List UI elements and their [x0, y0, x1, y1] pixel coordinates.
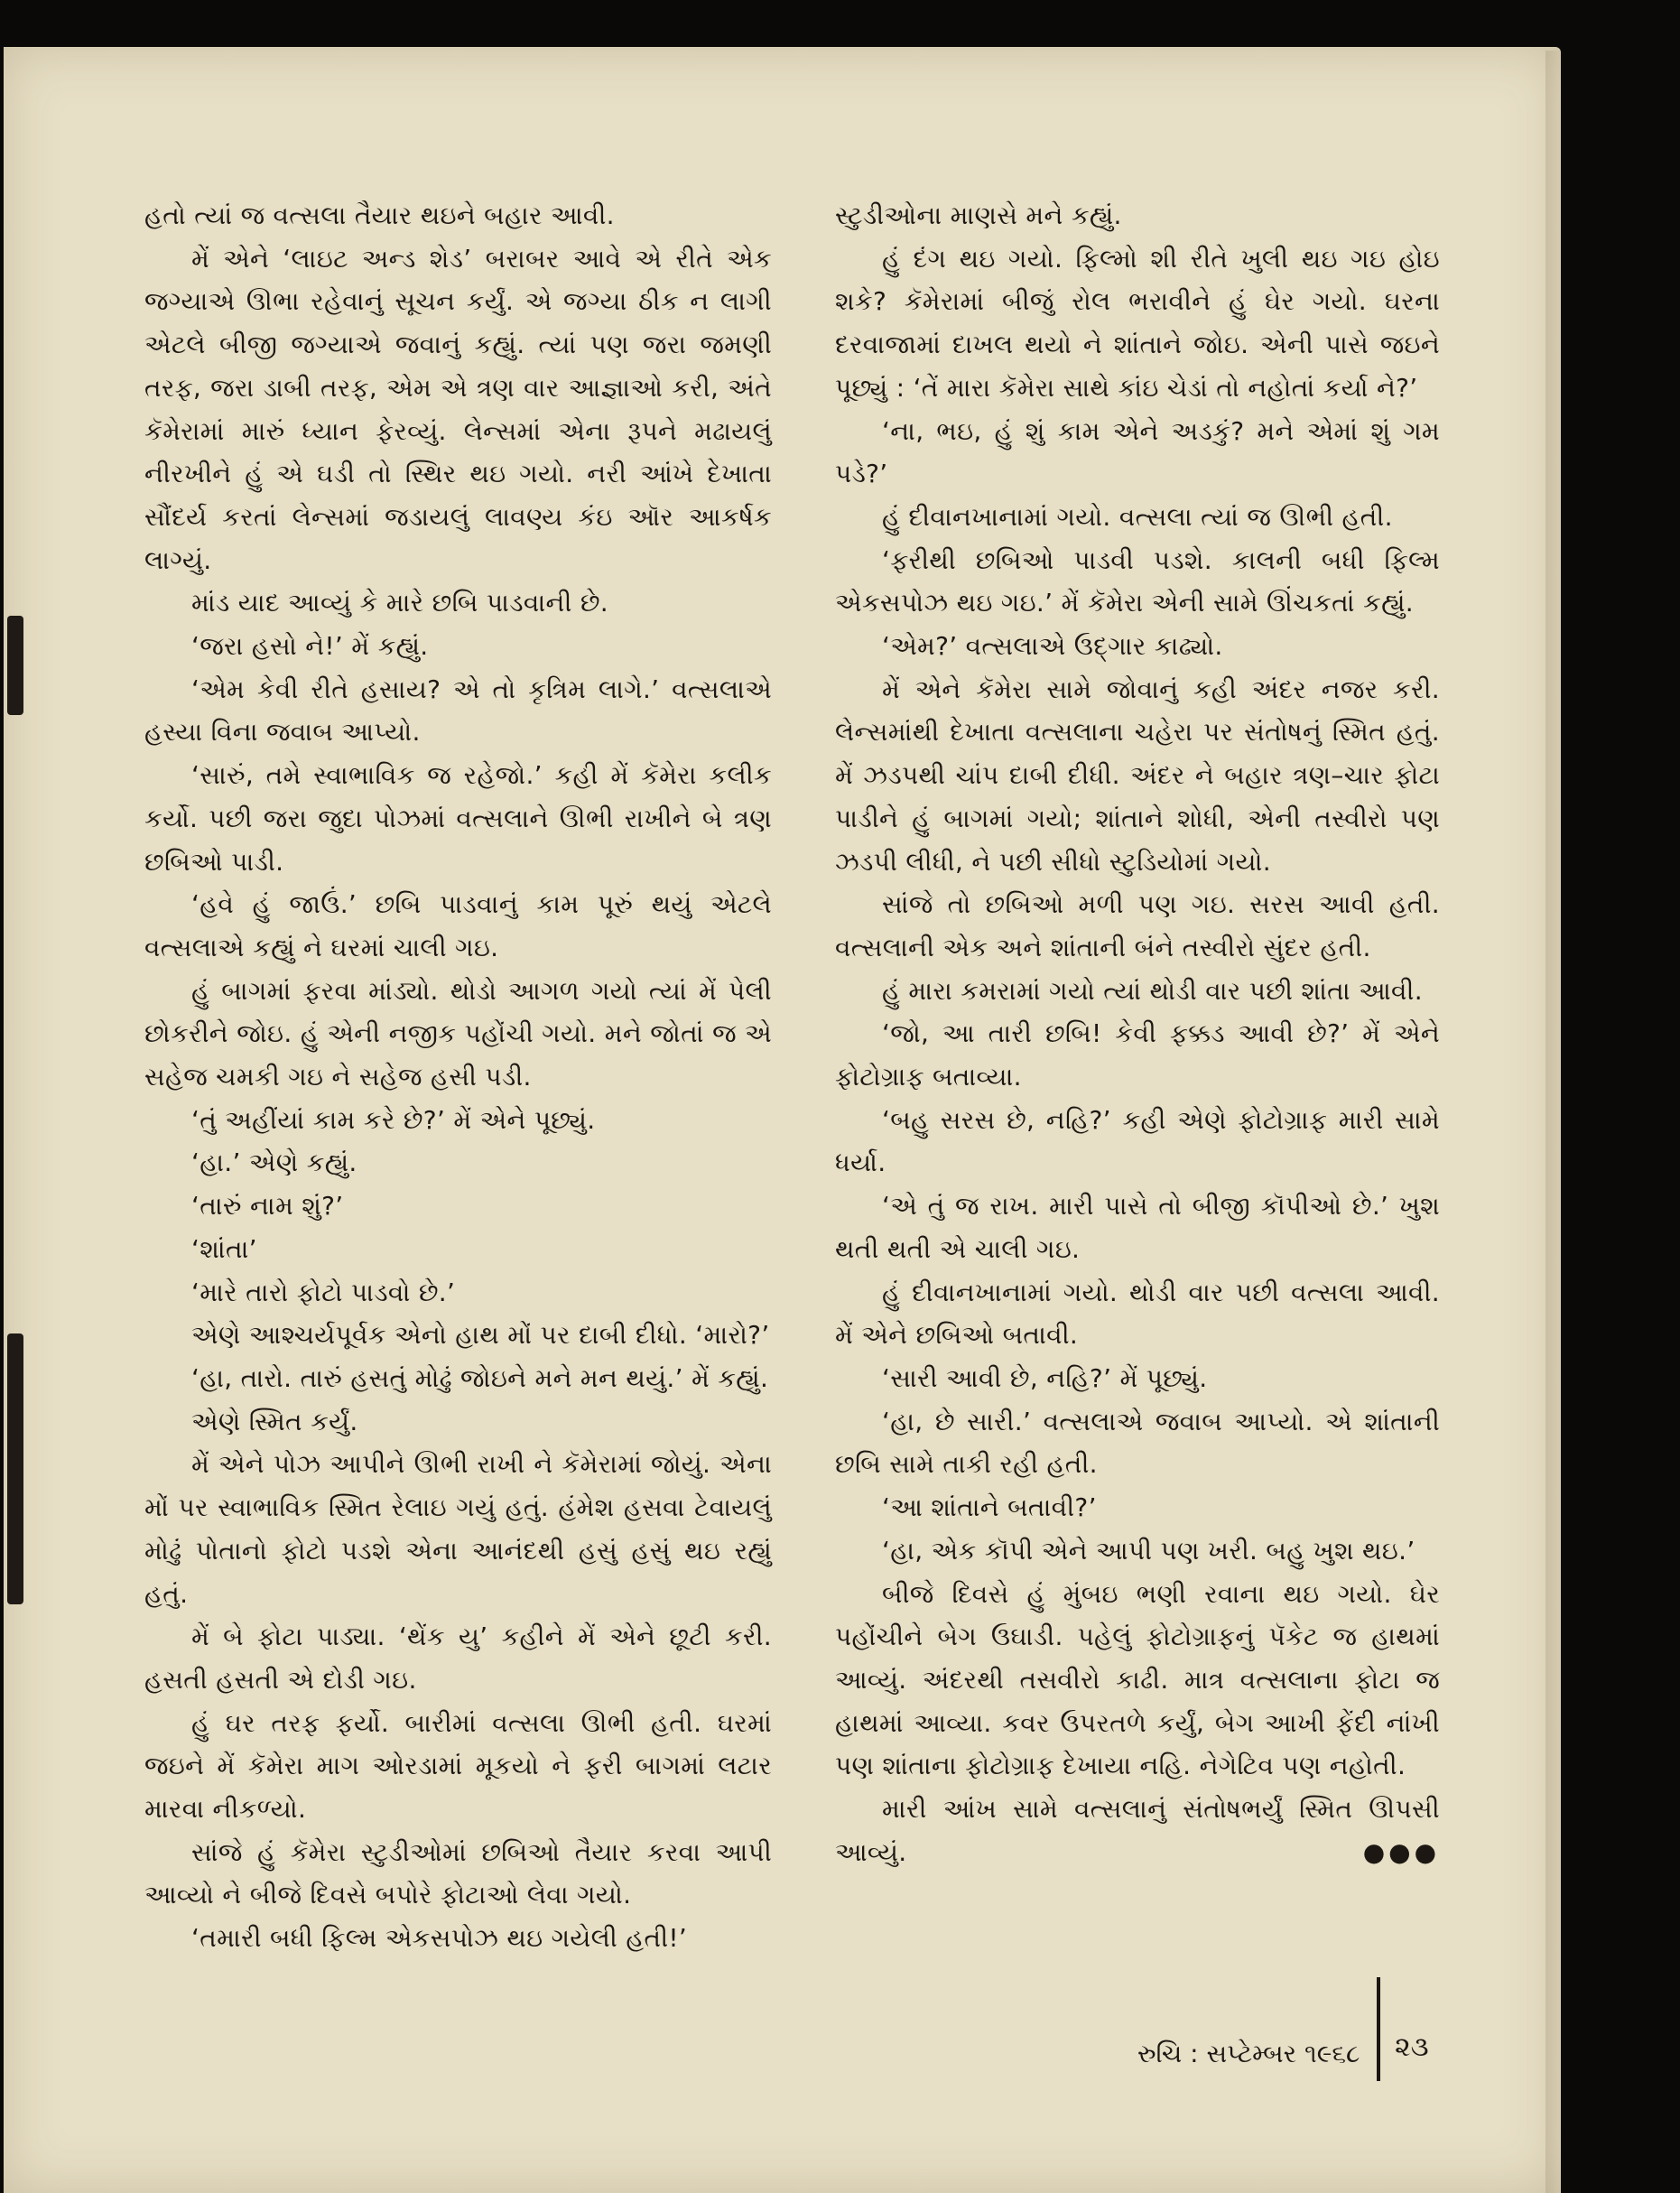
right-paragraph: ‘સારી આવી છે, નહિ?’ મેં પૂછ્યું.	[882, 1362, 1208, 1393]
left-paragraph: ‘હવે હું જાઉં.’ છબિ પાડવાનું કામ પૂરું થયું એટલે વત્સલાએ કહ્યું ને ઘરમાં ચાલી ગઇ.	[144, 889, 772, 962]
right-paragraph: ‘ફરીથી છબિઓ પાડવી પડશે. કાલની બધી ફિલ્મ એકસપોઝ થઇ ગઇ.’ મેં કૅમેરા એની સામે ઊંચકતાં કહ્યું.	[835, 544, 1440, 618]
right-paragraph: હું દીવાનખાનામાં ગયો. વત્સલા ત્યાં જ ઊભી હતી.	[882, 501, 1393, 532]
right-paragraph: ‘એ તું જ રાખ. મારી પાસે તો બીજી કૉપીઓ છે.’ ખુશ થતી થતી એ ચાલી ગઇ.	[835, 1191, 1440, 1264]
left-paragraph: ‘મારે તારો ફોટો પાડવો છે.’	[191, 1277, 456, 1307]
left-paragraph: ‘હા.’ એણે કહ્યું.	[191, 1148, 357, 1178]
left-paragraph: ‘એમ કેવી રીતે હસાય? એ તો કૃત્રિમ લાગે.’ વત્સલાએ હસ્યા વિના જવાબ આપ્યો.	[144, 674, 772, 748]
left-paragraph: એણે સ્મિત કર્યું.	[191, 1406, 358, 1436]
left-paragraph: હું ઘર તરફ ફર્યો. બારીમાં વત્સલા ઊભી હતી. ઘરમાં જઇને મેં કૅમેરા માગ ઓરડામાં મૂકયો ને ફરી બાગમાં લટાર મારવા નીકળ્યો.	[144, 1707, 772, 1825]
left-paragraph: ‘શાંતા’	[191, 1233, 257, 1264]
binding-edge	[0, 47, 31, 2193]
binding-staple-top	[7, 616, 23, 715]
binding-staple-bottom	[7, 1333, 23, 1604]
right-paragraph: હું દીવાનખાનામાં ગયો. થોડી વાર પછી વત્સલા આવી. મેં એને છબિઓ બતાવી.	[835, 1277, 1440, 1351]
left-paragraph: ‘તું અહીંયાં કામ કરે છે?’ મેં એને પૂછ્યું.	[191, 1104, 596, 1135]
magazine-issue-label: રુચિ : સપ્ટેમ્બર ૧૯૬૮	[1137, 2039, 1360, 2068]
left-paragraph: ‘તમારી બધી ફિલ્મ એકસપોઝ થઇ ગયેલી હતી!’	[191, 1923, 688, 1954]
right-paragraph: મેં એને કૅમેરા સામે જોવાનું કહી અંદર નજર કરી. લેન્સમાંથી દેખાતા વત્સલાના ચહેરા પર સંતોષનું સ્મિત હતું. મેં ઝડપથી ચાંપ દાબી દીધી. અંદર ને બહાર ત્રણ–ચાર ફોટા પાડીને હું બાગમાં ગયો; શાંતાને શોધી, એની તસ્વીરો પણ ઝડપી લીધી, ને પછી સીધો સ્ટુડિયોમાં ગયો.	[835, 674, 1440, 877]
left-paragraph: મેં એને પોઝ આપીને ઊભી રાખી ને કૅમેરામાં જોયું. એના મોં પર સ્વાભાવિક સ્મિત રેલાઇ ગયું હતું. હંમેશ હસવા ટેવાયલું મોઢું પોતાનો ફોટો પડશે એના આનંદથી હસું હસું થઇ રહ્યું હતું.	[144, 1449, 772, 1609]
right-paragraph: ‘બહુ સરસ છે, નહિ?’ કહી એણે ફોટોગ્રાફ મારી સામે ધર્યા.	[835, 1104, 1440, 1178]
right-paragraph: ‘હા, છે સારી.’ વત્સલાએ જવાબ આપ્યો. એ શાંતાની છબિ સામે તાકી રહી હતી.	[835, 1406, 1440, 1480]
left-paragraph: સાંજે હું કૅમેરા સ્ટુડીઓમાં છબિઓ તૈયાર કરવા આપી આવ્યો ને બીજે દિવસે બપોરે ફોટાઓ લેવા ગયો.	[144, 1836, 772, 1910]
right-paragraph: હું મારા કમરામાં ગયો ત્યાં થોડી વાર પછી શાંતા આવી.	[882, 975, 1423, 1006]
left-paragraph: ‘તારું નામ શું?’	[191, 1191, 344, 1222]
right-column	[835, 194, 1440, 1874]
page-number: ૨૩	[1395, 2031, 1429, 2063]
right-paragraph: ‘હા, એક કૉપી એને આપી પણ ખરી. બહુ ખુશ થઇ.’	[882, 1535, 1415, 1566]
right-paragraph: ‘ના, ભઇ, હું શું કામ એને અડકું? મને એમાં શું ગમ પડે?’	[835, 415, 1440, 489]
right-paragraph: ‘જો, આ તારી છબિ! કેવી ફક્કડ આવી છે?’ મેં એને ફોટોગ્રાફ બતાવ્યા.	[835, 1018, 1440, 1092]
left-paragraph: ‘હા, તારો. તારું હસતું મોઢું જોઇને મને મન થયું.’ મેં કહ્યું.	[191, 1362, 769, 1393]
right-paragraph: હું દંગ થઇ ગયો. ફિલ્મો શી રીતે ખુલી થઇ ગઇ હોઇ શકે? કૅમેરામાં બીજું રોલ ભરાવીને હું ઘેર ગયો. ઘરના દરવાજામાં દાખલ થયો ને શાંતાને જોઇ. એની પાસે જઇને પૂછ્યું : ‘તેં મારા કૅમેરા સાથે કાંઇ ચેડાં તો નહોતાં કર્યા ને?’	[835, 243, 1440, 403]
left-paragraph: હતો ત્યાં જ વત્સલા તૈયાર થઇને બહાર આવી.	[144, 200, 615, 230]
footer-magazine-line	[1137, 2031, 1360, 2077]
left-paragraph: એણે આશ્ચર્યપૂર્વક એનો હાથ મોં પર દાબી દીધો. ‘મારો?’	[191, 1320, 770, 1351]
left-paragraph: માંડ યાદ આવ્યું કે મારે છબિ પાડવાની છે.	[191, 588, 608, 618]
left-paragraph: હું બાગમાં ફરવા માંડ્યો. થોડો આગળ ગયો ત્યાં મેં પેલી છોકરીને જોઇ. હું એની નજીક પહોંચી ગયો. મને જોતાં જ એ સહેજ ચમકી ગઇ ને સહેજ હસી પડી.	[144, 975, 772, 1092]
left-paragraph: મેં એને ‘લાઇટ અન્ડ શેડ’ બરાબર આવે એ રીતે એક જગ્યાએ ઊભા રહેવાનું સૂચન કર્યું. એ જગ્યા ઠીક ન લાગી એટલે બીજી જગ્યાએ જવાનું કહ્યું. ત્યાં પણ જરા જમણી તરફ, જરા ડાબી તરફ, એમ એ ત્રણ વાર આજ્ઞાઓ કરી, અંતે કૅમેરામાં મારું ધ્યાન ફેરવ્યું. લેન્સમાં એના રૂપને મઢાયલું નીરખીને હું એ ઘડી તો સ્થિર થઇ ગયો. નરી આંખે દેખાતા સૌંદર્ય કરતાં લેન્સમાં જડાયલું લાવણ્ય કંઇ ઑર આકર્ષક લાગ્યું.	[144, 243, 772, 575]
right-paragraph: સાંજે તો છબિઓ મળી પણ ગઇ. સરસ આવી હતી. વત્સલાની એક અને શાંતાની બંને તસ્વીરો સુંદર હતી.	[835, 889, 1440, 962]
footer-divider	[1377, 1977, 1380, 2081]
page-edge-shadow	[1545, 51, 1564, 2193]
left-paragraph: મેં બે ફોટા પાડ્યા. ‘થેંક યુ’ કહીને મેં એને છૂટી કરી. હસતી હસતી એ દોડી ગઇ.	[144, 1622, 772, 1695]
left-paragraph: ‘જરા હસો ને!’ મેં કહ્યું.	[191, 631, 429, 662]
left-column	[144, 194, 772, 1960]
story-end-mark: ●●●	[1362, 1837, 1440, 1868]
right-paragraph: બીજે દિવસે હું મુંબઇ ભણી રવાના થઇ ગયો. ઘેર પહોંચીને બેગ ઉઘાડી. પહેલું ફોટોગ્રાફનું પૅકેટ જ હાથમાં આવ્યું. અંદરથી તસવીરો કાઢી. માત્ર વત્સલાના ફોટા જ હાથમાં આવ્યા. કવર ઉપરતળે કર્યું, બેગ આખી ફેંદી નાંખી પણ શાંતાના ફોટોગ્રાફ દેખાયા નહિ. નેગેટિવ પણ નહોતી.	[835, 1578, 1440, 1781]
right-paragraph: ‘એમ?’ વત્સલાએ ઉદ્ગાર કાઢ્યો.	[882, 631, 1223, 662]
right-paragraph: મારી આંખ સામે વત્સલાનું સંતોષભર્યું સ્મિત ઊપસી આવ્યું.	[835, 1794, 1440, 1867]
left-paragraph: ‘સારું, તમે સ્વાભાવિક જ રહેજો.’ કહી મેં કૅમેરા કલીક કર્યો. પછી જરા જુદા પોઝમાં વત્સલાને ઊભી રાખીને બે ત્રણ છબિઓ પાડી.	[144, 760, 772, 877]
right-paragraph: સ્ટુડીઓના માણસે મને કહ્યું.	[835, 200, 1122, 230]
right-paragraph: ‘આ શાંતાને બતાવી?’	[882, 1492, 1097, 1523]
